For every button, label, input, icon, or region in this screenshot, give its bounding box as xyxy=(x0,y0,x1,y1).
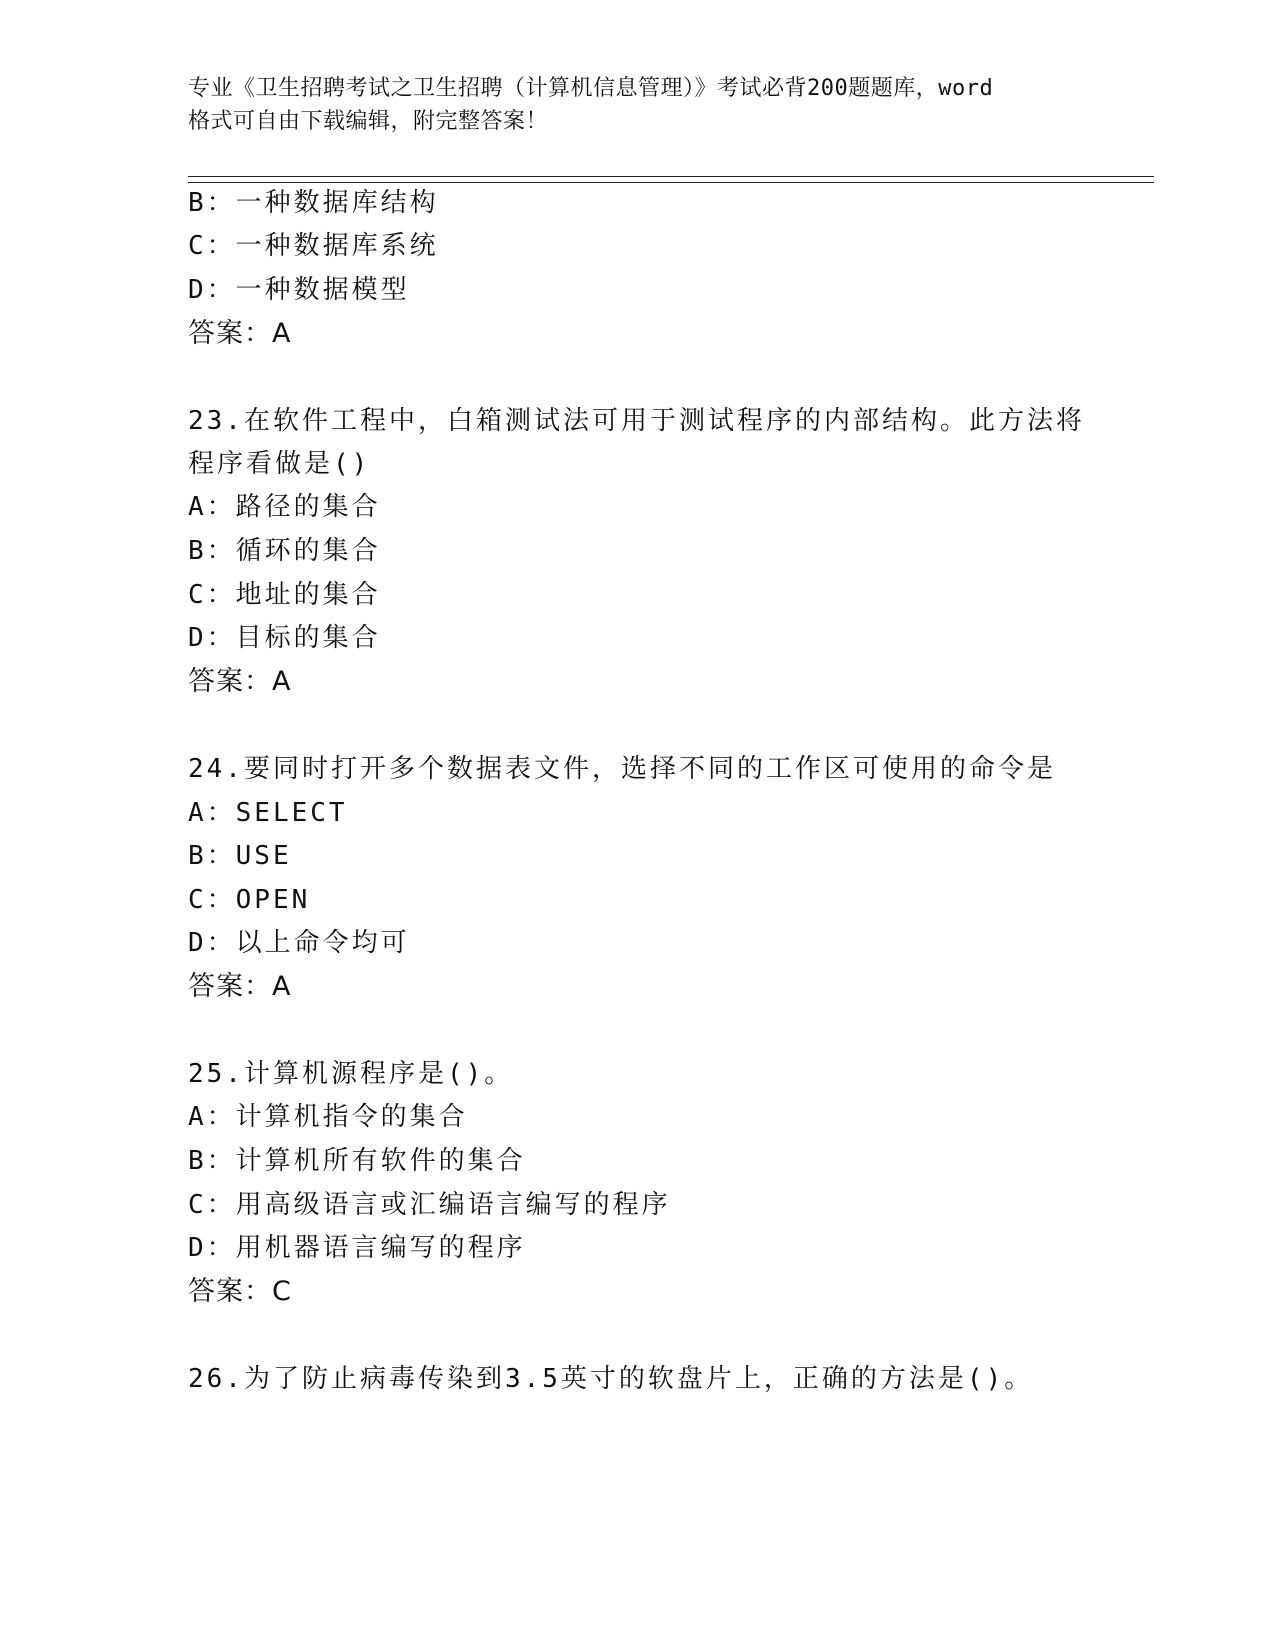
q23-stem-line2: 程序看做是() xyxy=(188,449,371,479)
q24-option-a: A：SELECT xyxy=(188,798,348,828)
q23-option-a: A：路径的集合 xyxy=(188,492,381,522)
header-divider-top xyxy=(188,176,1154,177)
q24-option-d: D：以上命令均可 xyxy=(188,928,410,958)
q26-stem-line1: 26.为了防止病毒传染到3.5英寸的软盘片上，正确的方法是()。 xyxy=(188,1364,1034,1394)
q25-answer: 答案：C xyxy=(188,1276,292,1307)
document-header: 专业《卫生招聘考试之卫生招聘（计算机信息管理）》考试必背200题题库，word 格式可自由下载编辑，附完整答案！ xyxy=(188,76,994,134)
q23-option-c: C：地址的集合 xyxy=(188,580,381,610)
q22-option-d: D：一种数据模型 xyxy=(188,275,410,305)
q25-option-a: A：计算机指令的集合 xyxy=(188,1102,468,1132)
q24-stem-line1: 24.要同时打开多个数据表文件，选择不同的工作区可使用的命令是 xyxy=(188,754,1056,784)
q22-option-c: C：一种数据库系统 xyxy=(188,231,439,261)
q24-option-b: B：USE xyxy=(188,841,292,871)
q25-option-b: B：计算机所有软件的集合 xyxy=(188,1146,526,1176)
q22-answer: 答案：A xyxy=(188,318,292,349)
q25-option-c: C：用高级语言或汇编语言编写的程序 xyxy=(188,1190,671,1220)
q24-option-c: C：OPEN xyxy=(188,885,311,915)
q23-answer: 答案：A xyxy=(188,666,292,697)
q23-option-b: B：循环的集合 xyxy=(188,536,381,566)
q22-option-b: B：一种数据库结构 xyxy=(188,188,439,218)
q23-stem-line1: 23.在软件工程中，白箱测试法可用于测试程序的内部结构。此方法将 xyxy=(188,406,1085,436)
q23-option-d: D：目标的集合 xyxy=(188,623,381,653)
q25-option-d: D：用机器语言编写的程序 xyxy=(188,1233,526,1263)
q24-answer: 答案：A xyxy=(188,971,292,1002)
q25-stem-line1: 25.计算机源程序是()。 xyxy=(188,1059,514,1089)
header-divider-bottom xyxy=(188,182,1154,183)
